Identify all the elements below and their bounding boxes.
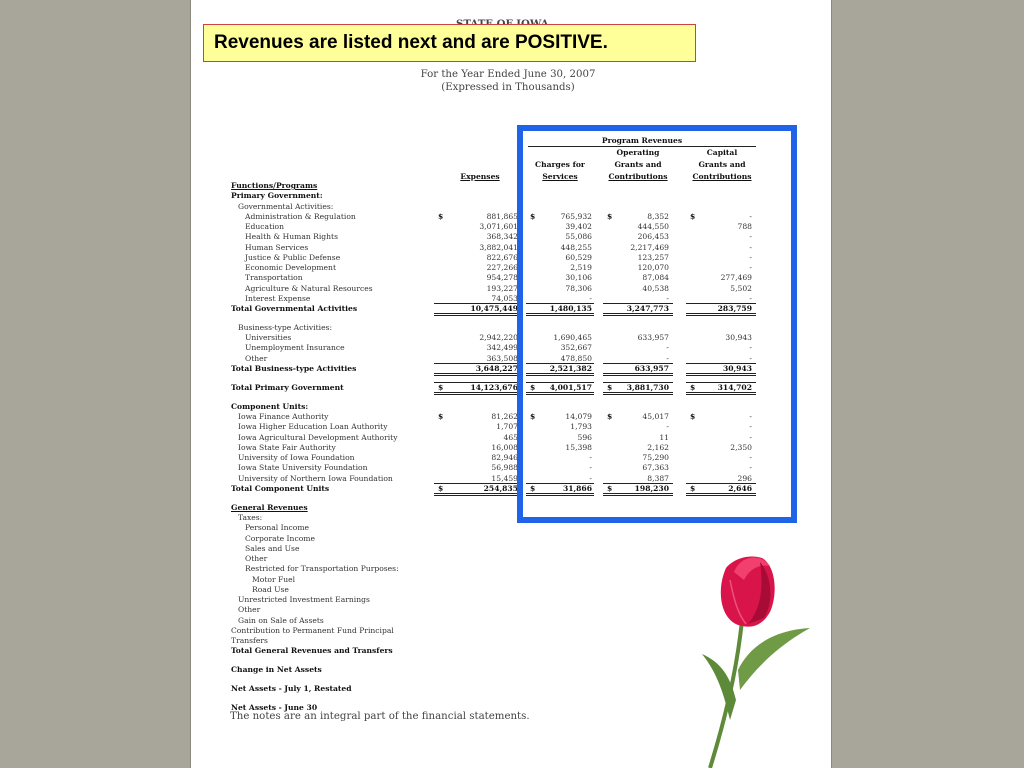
row-label: Total Governmental Activities (231, 304, 358, 313)
cell-cap: - (749, 242, 752, 252)
cell-chg: - (589, 473, 592, 483)
callout-text: Revenues are listed next and are POSITIVE. (214, 32, 608, 53)
cell-exp: 74,053 (491, 293, 518, 303)
cell-cap: 30,943 (725, 333, 752, 343)
cell-op: 633,957 (637, 333, 669, 343)
total-top-rule (434, 303, 520, 304)
double-rule (434, 373, 520, 376)
cell-chg: 596 (577, 432, 592, 442)
cell-chg: 1,690,465 (553, 333, 592, 343)
row-label: Governmental Activities: (238, 201, 334, 211)
row-label: Justice & Public Defense (245, 252, 341, 262)
cell-cap: 5,502 (730, 283, 752, 293)
cell-exp: 193,227 (486, 283, 518, 293)
row-label: Economic Development (245, 263, 336, 272)
col-header-charges-1: Charges for (535, 160, 585, 169)
cell-op: - (666, 353, 669, 363)
row-label: Universities (245, 333, 292, 343)
cell-cap: 2,646 (728, 483, 752, 493)
cell-exp: 10,475,449 (470, 304, 518, 313)
cell-chg: 1,793 (570, 422, 592, 432)
cell-exp: 342,499 (486, 343, 518, 353)
cell-chg: 30,106 (565, 273, 592, 283)
cell-chg: 39,402 (565, 222, 592, 231)
cell-chg: 352,667 (560, 343, 592, 353)
col-header-capital-3: Contributions (692, 172, 752, 181)
statement-period: For the Year Ended June 30, 2007 (420, 69, 596, 80)
cell-cap: - (749, 353, 752, 363)
col-header-operating-2: Grants and (614, 160, 662, 169)
statement-units: (Expressed in Thousands) (441, 82, 575, 93)
cell-cap: 283,759 (717, 304, 752, 313)
row-label: Iowa Agricultural Development Authority (238, 432, 398, 442)
cell-cap: 30,943 (722, 363, 752, 373)
dollar-sign: $ (438, 211, 444, 221)
cell-cap: - (749, 211, 752, 221)
row-label: Net Assets - June 30 (231, 703, 318, 713)
row-label: Transportation (245, 273, 303, 283)
total-top-rule (434, 483, 520, 484)
row-label: Restricted for Transportation Purposes: (245, 564, 399, 574)
cell-op: 40,538 (642, 283, 669, 293)
cell-cap: 788 (737, 222, 752, 231)
dollar-sign: $ (438, 412, 444, 422)
total-top-rule (434, 382, 520, 383)
row-label: Gain on Sale of Assets (238, 615, 324, 625)
row-label: Education (245, 222, 285, 231)
row-label: Other (238, 605, 261, 615)
col-header-charges-2: Services (542, 172, 578, 181)
cell-cap: - (749, 263, 752, 272)
cell-chg: 31,866 (562, 483, 592, 493)
row-label: Total Component Units (231, 483, 330, 493)
dollar-sign: $ (607, 412, 613, 422)
row-label: General Revenues (231, 502, 308, 512)
cell-cap: - (749, 293, 752, 303)
row-label: Administration & Regulation (245, 211, 356, 221)
cell-cap: - (749, 453, 752, 463)
callout-box (203, 24, 696, 62)
cell-op: 2,217,469 (630, 242, 669, 252)
cell-exp: 3,882,041 (479, 242, 518, 252)
cell-op: 198,230 (634, 483, 669, 493)
cell-exp: 881,865 (486, 211, 518, 221)
row-label: Transfers (231, 636, 268, 646)
dollar-sign: $ (530, 211, 536, 221)
row-label: Unrestricted Investment Earnings (238, 595, 370, 605)
row-label: Contribution to Permanent Fund Principal (231, 625, 394, 635)
dollar-sign: $ (607, 211, 613, 221)
cell-exp: 16,008 (491, 442, 518, 452)
cell-exp: 3,071,601 (479, 222, 518, 231)
row-label: Agriculture & Natural Resources (245, 283, 373, 293)
col-header-capital-2: Grants and (698, 160, 746, 169)
row-label: Functions/Programs (231, 181, 318, 190)
cell-exp: 822,676 (486, 252, 518, 262)
cell-chg: 55,086 (565, 232, 592, 242)
cell-chg: - (589, 453, 592, 463)
cell-exp: 15,459 (491, 473, 518, 483)
total-top-rule (434, 363, 520, 364)
cell-cap: - (749, 252, 752, 262)
cell-cap: - (749, 232, 752, 242)
cell-chg: 14,079 (565, 412, 592, 422)
cell-chg: - (589, 463, 592, 473)
cell-chg: 2,521,382 (549, 363, 592, 373)
dollar-sign: $ (438, 483, 444, 493)
cell-chg: 1,480,135 (549, 304, 592, 313)
tulip-image (690, 550, 830, 768)
row-label: Road Use (252, 584, 289, 594)
col-header-capital-1: Capital (706, 148, 738, 157)
cell-exp: 368,342 (486, 232, 518, 242)
cell-op: 11 (659, 432, 669, 442)
cell-op: 3,881,730 (626, 382, 669, 392)
cell-chg: 15,398 (565, 442, 592, 452)
dollar-sign: $ (690, 211, 696, 221)
dollar-sign: $ (438, 382, 444, 392)
cell-chg: 448,255 (560, 242, 592, 252)
dollar-sign: $ (607, 382, 613, 392)
cell-chg: 78,306 (565, 283, 592, 293)
cell-exp: 363,508 (486, 353, 518, 363)
cell-cap: - (749, 463, 752, 473)
row-label: Interest Expense (245, 293, 311, 303)
row-label: Corporate Income (245, 533, 315, 543)
cell-exp: 227,266 (486, 263, 518, 272)
statement-footnote: The notes are an integral part of the financial statements. (230, 711, 530, 722)
cell-chg: - (589, 293, 592, 303)
cell-op: 67,363 (642, 463, 669, 473)
program-revenues-header: Program Revenues (601, 136, 683, 145)
cell-op: 3,247,773 (626, 304, 669, 313)
cell-exp: 82,946 (491, 453, 518, 463)
row-label: Personal Income (245, 523, 310, 533)
cell-cap: - (749, 422, 752, 432)
cell-exp: 465 (503, 432, 518, 442)
row-label: Sales and Use (245, 543, 300, 553)
cell-op: - (666, 293, 669, 303)
cell-op: 75,290 (642, 453, 669, 463)
cell-op: 8,387 (647, 473, 669, 483)
col-header-operating-3: Contributions (608, 172, 668, 181)
row-label: Unemployment Insurance (245, 343, 345, 353)
cell-cap: 2,350 (730, 442, 752, 452)
cell-op: 45,017 (642, 412, 669, 422)
row-label: Other (245, 554, 268, 564)
cell-op: 206,453 (637, 232, 669, 242)
cell-cap: - (749, 412, 752, 422)
double-rule (434, 493, 520, 496)
statement-title-partial (456, 17, 561, 23)
dollar-sign: $ (530, 412, 536, 422)
row-label: Change in Net Assets (231, 665, 322, 675)
cell-op: 2,162 (647, 442, 669, 452)
row-label: Other (245, 353, 268, 363)
cell-op: 633,957 (634, 363, 669, 373)
dollar-sign: $ (530, 483, 536, 493)
cell-exp: 1,707 (496, 422, 518, 432)
dollar-sign: $ (690, 382, 696, 392)
cell-chg: 60,529 (565, 252, 592, 262)
cell-chg: 478,850 (560, 353, 592, 363)
cell-op: 87,084 (642, 273, 669, 283)
row-label: Component Units: (231, 401, 309, 411)
row-label: Iowa Higher Education Loan Authority (238, 422, 388, 432)
cell-op: 8,352 (647, 211, 669, 221)
row-label: Iowa Finance Authority (238, 412, 329, 422)
row-label: Motor Fuel (252, 574, 296, 584)
cell-op: - (666, 343, 669, 353)
row-label: Human Services (245, 242, 309, 252)
dollar-sign: $ (607, 483, 613, 493)
row-label: Business-type Activities: (238, 322, 333, 332)
cell-cap: 314,702 (717, 382, 752, 392)
row-label: University of Northern Iowa Foundation (238, 473, 393, 483)
row-label: Iowa State Fair Authority (238, 442, 336, 452)
dollar-sign: $ (690, 483, 696, 493)
cell-exp: 954,278 (486, 273, 518, 283)
cell-exp: 2,942,220 (479, 333, 518, 343)
cell-chg: 4,001,517 (549, 382, 592, 392)
cell-chg: 2,519 (570, 263, 592, 272)
cell-exp: 81,262 (491, 412, 518, 422)
program-revenues-highlight-box (517, 125, 797, 523)
cell-exp: 3,648,227 (475, 363, 518, 373)
row-label: Net Assets - July 1, Restated (231, 684, 352, 694)
dollar-sign: $ (530, 382, 536, 392)
cell-cap: 296 (737, 473, 752, 483)
cell-op: 444,550 (637, 222, 669, 231)
cell-exp: 56,988 (491, 463, 518, 473)
cell-cap: - (749, 432, 752, 442)
row-label: Total General Revenues and Transfers (231, 646, 393, 656)
col-header-expenses: Expenses (460, 172, 500, 181)
row-label: Iowa State University Foundation (238, 463, 368, 473)
cell-op: 123,257 (637, 252, 669, 262)
cell-exp: 254,835 (483, 483, 518, 493)
row-label: Total Primary Government (231, 382, 344, 392)
cell-op: - (666, 422, 669, 432)
row-label: Primary Government: (231, 191, 323, 201)
col-header-operating-1: Operating (616, 148, 660, 157)
cell-op: 120,070 (637, 263, 669, 272)
dollar-sign: $ (690, 412, 696, 422)
cell-cap: - (749, 343, 752, 353)
row-label: Total Business-type Activities (231, 363, 357, 373)
row-label: Taxes: (238, 513, 263, 523)
cell-chg: 765,932 (560, 211, 592, 221)
cell-cap: 277,469 (720, 273, 752, 283)
row-label: Health & Human Rights (245, 232, 338, 242)
double-rule (434, 392, 520, 395)
cell-exp: 14,123,676 (470, 382, 518, 392)
double-rule (434, 313, 520, 316)
row-label: University of Iowa Foundation (238, 453, 355, 463)
